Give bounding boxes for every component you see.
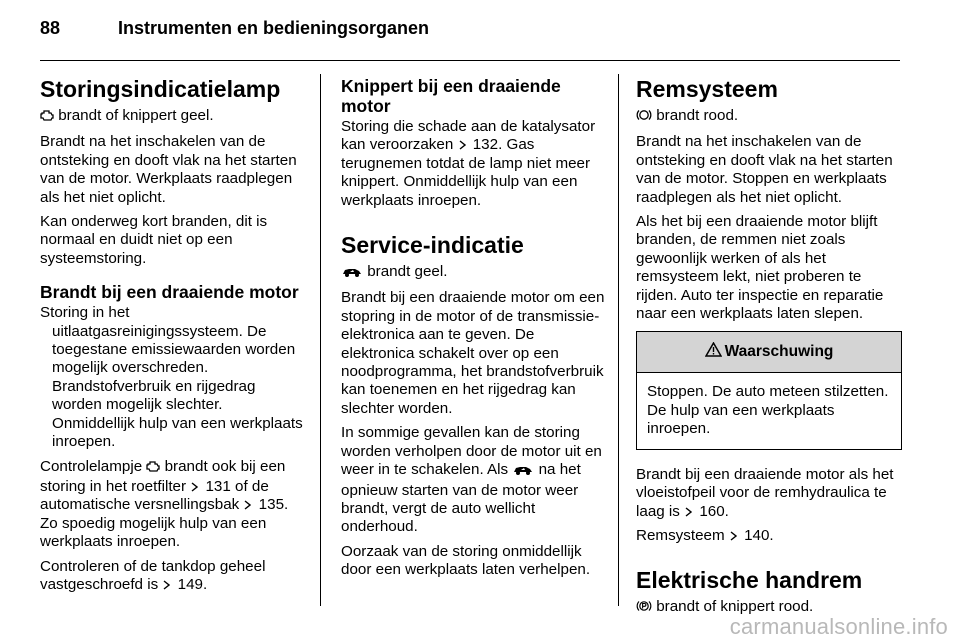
engine-icon [146,460,160,478]
header-rule [40,60,900,61]
car-wrench-icon [512,463,534,481]
warning-box [636,331,902,449]
warning-header [637,332,901,373]
warning-text: Stoppen. De auto meteen stilzetten. De hulp van een werkplaats inroepen. [647,383,889,438]
section-heading: Remsysteem [636,76,778,102]
paragraph: Oorzaak van de storing onmiddellijk door een werkplaats laten verhelpen. [341,542,591,579]
sub-heading: Knippert bij een draaiende motor [341,76,561,116]
paragraph: Kan onderweg kort branden, dit is normaal en duidt niet op een systeemstoring. [40,213,268,267]
section-heading: Service-indicatie [341,232,524,259]
section-heading: Storingsindicatielamp [40,76,281,102]
page-reference-icon [459,137,466,147]
paragraph: Remsysteem 140. [636,526,774,544]
column-divider [618,74,619,606]
status-line: brandt geel. [341,263,609,283]
engine-icon [40,109,54,127]
page-reference-icon [730,528,737,538]
status-line: brandt rood. [636,107,904,127]
car-wrench-icon [341,265,363,283]
section-heading: Elektrische handrem [636,567,863,594]
column-2 [341,76,609,588]
column-3 [636,76,904,627]
column-1 [40,76,308,602]
paragraph: Controlelampje brandt ook bij een storing in het roetfilter 131 of de automatische versnellingsbak 135. Zo spoedig mogelijk hulp van een werkplaats inroepen. [40,457,289,551]
paragraph: Brandt na het inschakelen van de ontsteking en dooft vlak na het starten van de motor. Werkplaats raadplegen als het niet oplicht. [40,133,297,206]
watermark: carmanualsonline.info [729,614,948,639]
paragraph: Controleren of de tankdop geheel vastgeschroefd is 149. [40,557,266,593]
page-reference-icon [685,504,692,514]
chapter-title: Instrumenten en bedieningsorganen [118,18,430,38]
status-line: brandt of knippert geel. [40,107,308,127]
page-reference-icon [191,479,198,489]
column-divider [320,74,321,606]
status-line: brandt of knippert rood. [636,598,904,618]
paragraph: Storing in het uitlaatgasreinigingssysteem. De toegestane emissiewaarden worden mogelijk overschreden. Brandstofverbruik en rijgedrag worden mogelijk slechter. Onmiddellijk hulp van een werkplaats inroepen. [40,304,303,451]
parking-brake-icon [636,599,652,618]
paragraph: Als het bij een draaiende motor blijft branden, de remmen niet zoals gewoonlijk werken of als het remsysteem lekt, niet proberen te rijden. Auto ter inspectie en reparatie naar een werkplaats laten slepen. [636,213,884,323]
brake-icon [636,108,652,127]
warning-title: Waarschuwing [724,343,834,361]
warning-triangle-icon [705,342,725,362]
page-reference-icon [244,497,251,507]
page-number: 88 [40,18,61,38]
paragraph: Brandt bij een draaiende motor om een stopring in de motor of de transmissie-elektronica aan te geven. De elektronica schakelt over op een noodprogramma, het brandstofverbruik kan toenemen en het rijgedrag kan slechter worden. [341,289,605,417]
paragraph: In sommige gevallen kan de storing worden verholpen door de motor uit en weer in te schakelen. Als na het opnieuw starten van de motor weer brandt, vergt de auto wellicht onderhoud. [341,424,602,536]
sub-heading: Brandt bij een draaiende motor [40,282,299,303]
paragraph: Storing die schade aan de katalysator kan veroorzaken 132. Gas terugnemen totdat de lamp niet meer knippert. Onmiddellijk hulp van een werkplaats inroepen. [341,118,596,209]
paragraph: Brandt na het inschakelen van de ontsteking en dooft vlak na het starten van de motor. Stoppen en werkplaats raadplegen als het niet oplicht. [636,133,893,206]
paragraph: Brandt bij een draaiende motor als het vloeistofpeil voor de remhydraulica te laag is 160. [636,465,894,520]
page-reference-icon [163,577,170,587]
